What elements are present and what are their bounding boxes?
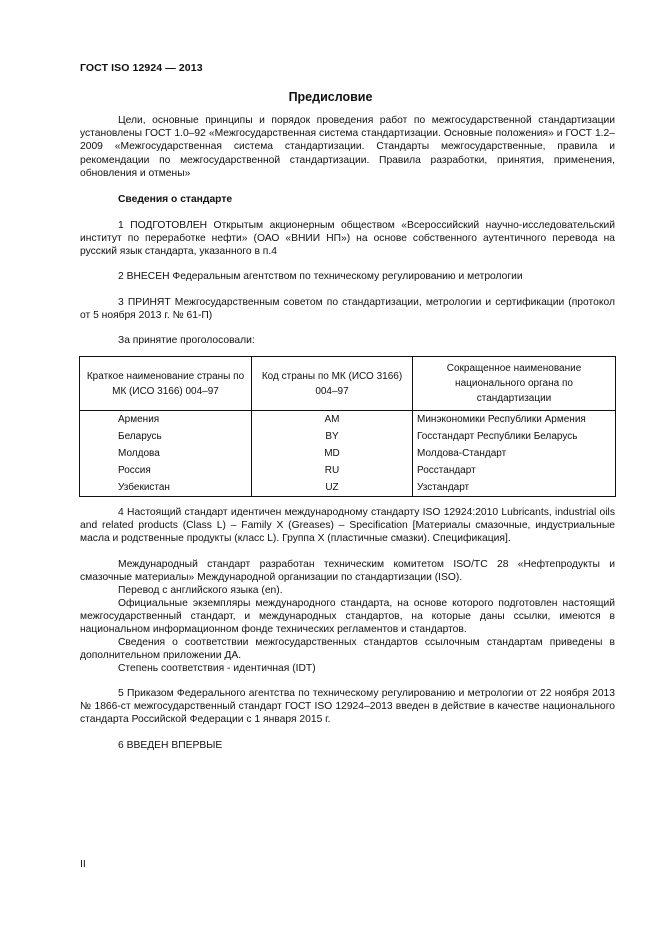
page-title: Предисловие [288,90,373,104]
table-cell-body: Росстандарт [413,462,616,479]
table-header-body: Сокращенное наименование национального органа по стандартизации [413,357,616,411]
document-header: ГОСТ ISO 12924 — 2013 [80,62,203,74]
table-header-row [80,357,616,411]
table-cell-code: MD [252,445,413,462]
table-cell-code: AM [252,411,413,429]
item-3-paragraph: 3 ПРИНЯТ Межгосударственным советом по стандартизации, метрологии и сертификации (протокол от 5 ноября 2013 г. № 61-П) [80,297,615,322]
table-cell-code: BY [252,428,413,445]
table-cell-body: Молдова-Стандарт [413,445,616,462]
item-2-paragraph: 2 ВНЕСЕН Федеральным агентством по техническому регулированию и метрологии [118,271,523,282]
item-4-committee: Международный стандарт разработан техническим комитетом ISO/TC 28 «Нефтепродукты и смазочные материалы» Международной организации по стандартизации (ISO). [80,559,615,584]
table-cell-country: Молдова [80,445,252,462]
table-cell-body: Госстандарт Республики Беларусь [413,428,616,445]
table-row [80,462,616,479]
table-cell-country: Узбекистан [80,479,252,497]
item-1-paragraph: 1 ПОДГОТОВЛЕН Открытым акционерным обществом «Всероссийский научно-исследовательский институт по переработке нефти» (ОАО «ВНИИ НП») на основе собственного аутентичного перевода на русский язык стандарта, указанного в п.4 [80,220,615,258]
table-cell-country: Беларусь [80,428,252,445]
table-row [80,411,616,429]
intro-paragraph: Цели, основные принципы и порядок проведения работ по межгосударственной стандартизации установлены ГОСТ 1.0–92 «Межгосударственная система стандартизации. Основные положения» и ГОСТ 1.2–2009 «Межгосударственная система стандартизации. Стандарты межгосударственные, правила и рекомендации по межгосударственной стандартизации. Правила разработки, принятия, применения, обновления и отмены» [80,115,615,179]
item-4-official-copies: Официальные экземпляры международного стандарта, на основе которого подготовлен настоящий межгосударственный стандарт, и международных стандартов, на которые даны ссылки, имеются в национальном информационном фонде технических регламентов и стандартов. [80,598,615,636]
table-header-country: Краткое наименование страны по МК (ИСО 3166) 004–97 [80,357,252,411]
item-6-paragraph: 6 ВВЕДЕН ВПЕРВЫЕ [118,740,223,751]
table-row [80,445,616,462]
vote-intro: За принятие проголосовали: [118,335,255,346]
item-4-translation: Перевод с английского языка (en). [118,585,283,596]
table-cell-code: UZ [252,479,413,497]
item-4-references: Сведения о соответствии межгосударственных стандартов ссылочным стандартам приведены в дополнительном приложении ДА. [80,637,615,662]
page-number: II [80,858,86,870]
table-row [80,479,616,497]
table-row [80,428,616,445]
item-4-conformity: Степень соответствия - идентичная (IDT) [118,663,316,674]
section-heading: Сведения о стандарте [118,194,233,205]
item-5-paragraph: 5 Приказом Федерального агентства по техническому регулированию и метрологии от 22 ноября 2013 № 1866-ст межгосударственный стандарт ГОСТ ISO 12924–2013 введен в действие в качестве национального стандарта Российской Федерации с 1 января 2015 г. [80,688,615,726]
item-4-paragraph: 4 Настоящий стандарт идентичен международному стандарту ISO 12924:2010 Lubricants, industrial oils and related products (Class L) – Family X (Greases) – Specification [Материалы смазочные, индустриальные масла и родственные продукты (класс L). Группа X (пластичные смазки). Спецификация]. [80,507,615,545]
table-cell-country: Россия [80,462,252,479]
table-cell-body: Узстандарт [413,479,616,497]
voting-table [79,356,616,497]
table-cell-code: RU [252,462,413,479]
table-cell-body: Минэкономики Республики Армения [413,411,616,429]
table-header-code: Код страны по МК (ИСО 3166) 004–97 [252,357,413,411]
table-cell-country: Армения [80,411,252,429]
